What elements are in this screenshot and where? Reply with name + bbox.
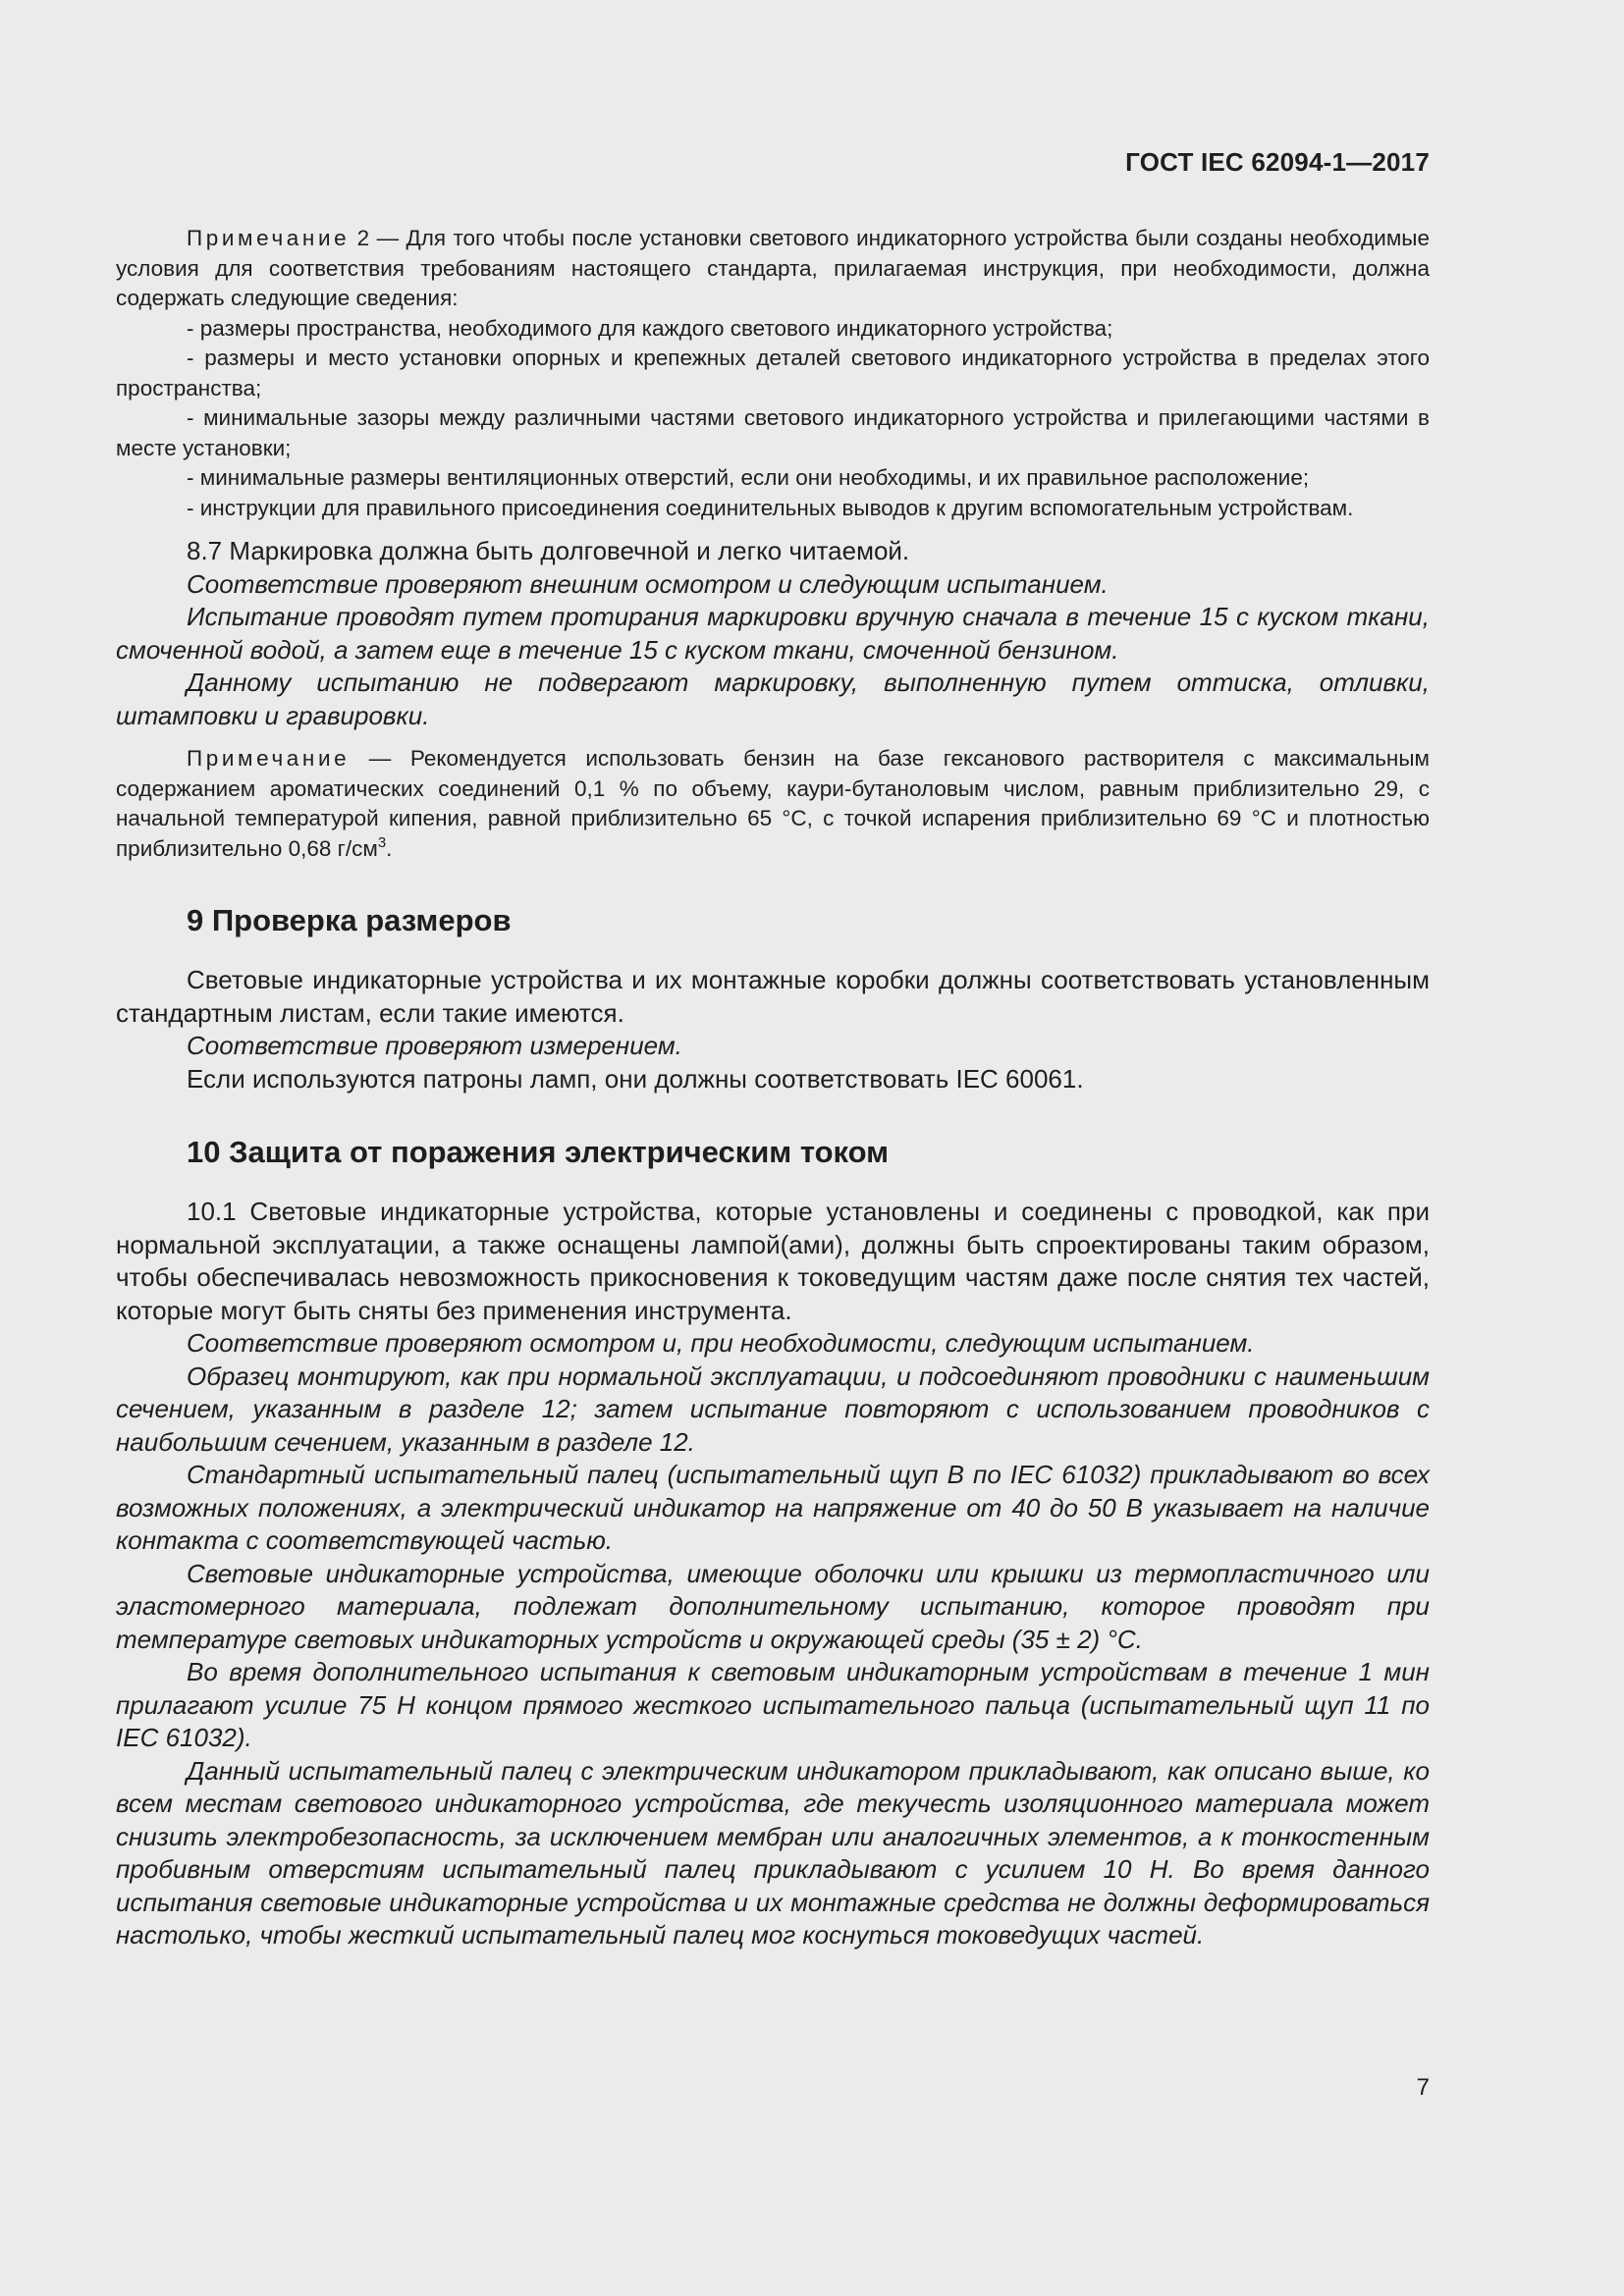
clause-8-7: 8.7 Маркировка должна быть долговечной и легко читаемой. xyxy=(187,536,910,565)
test-procedure: Образец монтируют, как при нормальной эксплуатации, и подсоединяют проводники с наименьшим сечением, указанным в разделе 12; затем испытание повторяют с использованием проводников с наибольшим сечением, указанным в разделе 12. xyxy=(116,1361,1430,1457)
additional-test: Во время дополнительного испытания к световым индикаторным устройствам в течение 1 мин прилагают усилие 75 Н концом прямого жесткого испытательного пальца (испытательный щуп 11 по IEC 61032). xyxy=(116,1657,1430,1752)
section-8-7 xyxy=(116,535,1430,732)
document-body xyxy=(116,224,1430,1952)
note-2-list-item: - минимальные зазоры между различными частями светового индикаторного устройства и прилегающими частями в месте установки; xyxy=(116,405,1430,460)
note-petrol xyxy=(116,744,1430,864)
compliance-check: Соответствие проверяют измерением. xyxy=(187,1031,682,1060)
section-9 xyxy=(116,964,1430,1095)
section-10 xyxy=(116,1196,1430,1952)
note-petrol-text xyxy=(116,744,1430,864)
compliance-check: Соответствие проверяют внешним осмотром и следующим испытанием. xyxy=(187,568,1109,599)
thermoplastic-test: Световые индикаторные устройства, имеющие оболочки или крышки из термопластичного или эластомерного материала, подлежат дополнительному испытанию, которое проводят при температуре световых индикаторных устройств и окружающей среды (35 ± 2) °С. xyxy=(116,1558,1430,1654)
note-2-text: 2 — Для того чтобы после установки светового индикаторного устройства были созданы необходимые условия для соответствия требованиям настоящего стандарта, прилагаемая инструкция, при необходимости, должна содержать следующие сведения: xyxy=(116,226,1430,310)
note-label: Примечание xyxy=(187,746,351,771)
document-page xyxy=(116,0,1430,2296)
note-2-intro xyxy=(116,224,1430,314)
note-petrol-tail: . xyxy=(386,835,393,861)
compliance-check: Соответствие проверяют осмотром и, при необходимости, следующим испытанием. xyxy=(187,1328,1255,1358)
superscript: 3 xyxy=(377,833,387,851)
note-2-list-item: - минимальные размеры вентиляционных отверстий, если они необходимы, и их правильное расположение; xyxy=(187,465,1310,490)
section-10-heading: 10 Защита от поражения электрическим током xyxy=(187,1135,890,1169)
test-exception: Данному испытанию не подвергают маркировку, выполненную путем оттиска, отливки, штамповки и гравировки. xyxy=(116,667,1430,730)
note-petrol-body: — Рекомендуется использовать бензин на базе гексанового растворителя с максимальным содержанием ароматических соединений 0,1 % по объему, каури-бутаноловым числом, равным приблизительно 29, с начальной температурой кипения, равной приблизительно 65 °С, с точкой испарения приблизительно 69 °С и плотностью приблизительно 0,68 г/см xyxy=(116,746,1430,861)
test-finger-description: Стандартный испытательный палец (испытательный щуп В по IEC 61032) прикладывают во всех возможных положениях, а электрический индикатор на напряжение от 40 до 50 В указывает на наличие контакта с соответствующей частью. xyxy=(116,1460,1430,1555)
section-9-heading: 9 Проверка размеров xyxy=(187,903,512,937)
note-label: Примечание xyxy=(187,226,351,250)
note-2-list-item: - размеры пространства, необходимого для каждого светового индикаторного устройства; xyxy=(187,315,1113,341)
test-description: Испытание проводят путем протирания маркировки вручную сначала в течение 15 с куском ткани, смоченной водой, а затем еще в течение 15 с куском ткани, смоченной бензином. xyxy=(116,602,1430,665)
note-2-list-item: - инструкции для правильного присоединения соединительных выводов к другим вспомогательным устройствам. xyxy=(187,495,1354,520)
indicator-application: Данный испытательный палец с электрическим индикатором прикладывают, как описано выше, ко всем местам светового индикаторного устройства, где текучесть изоляционного материала может снизить электробезопасность, за исключением мембран или аналогичных элементов, а к тонкостенным пробивным отверстиям испытательный палец прикладывают с усилием 10 Н. Во время данного испытания световые индикаторные устройства и их монтажные средства не должны деформироваться настолько, чтобы жесткий испытательный палец мог коснуться токоведущих частей. xyxy=(116,1755,1430,1949)
note-2 xyxy=(116,224,1430,523)
clause-10-1: 10.1 Световые индикаторные устройства, которые установлены и соединены с проводкой, как при нормальной эксплуатации, а также оснащены лампой(ами), должны быть спроектированы таким образом, чтобы обеспечивалась невозможность прикосновения к токоведущим частям даже после снятия тех частей, которые могут быть сняты без применения инструмента. xyxy=(116,1197,1430,1325)
page-number: 7 xyxy=(1416,2074,1430,2101)
note-2-list-item: - размеры и место установки опорных и крепежных деталей светового индикаторного устройства в пределах этого пространства; xyxy=(116,346,1430,400)
section-9-requirement: Световые индикаторные устройства и их монтажные коробки должны соответствовать установленным стандартным листам, если такие имеются. xyxy=(116,965,1430,1028)
document-header: ГОСТ IEC 62094-1—2017 xyxy=(1125,147,1430,177)
section-9-lampholders: Если используются патроны ламп, они должны соответствовать IEC 60061. xyxy=(187,1063,1084,1094)
